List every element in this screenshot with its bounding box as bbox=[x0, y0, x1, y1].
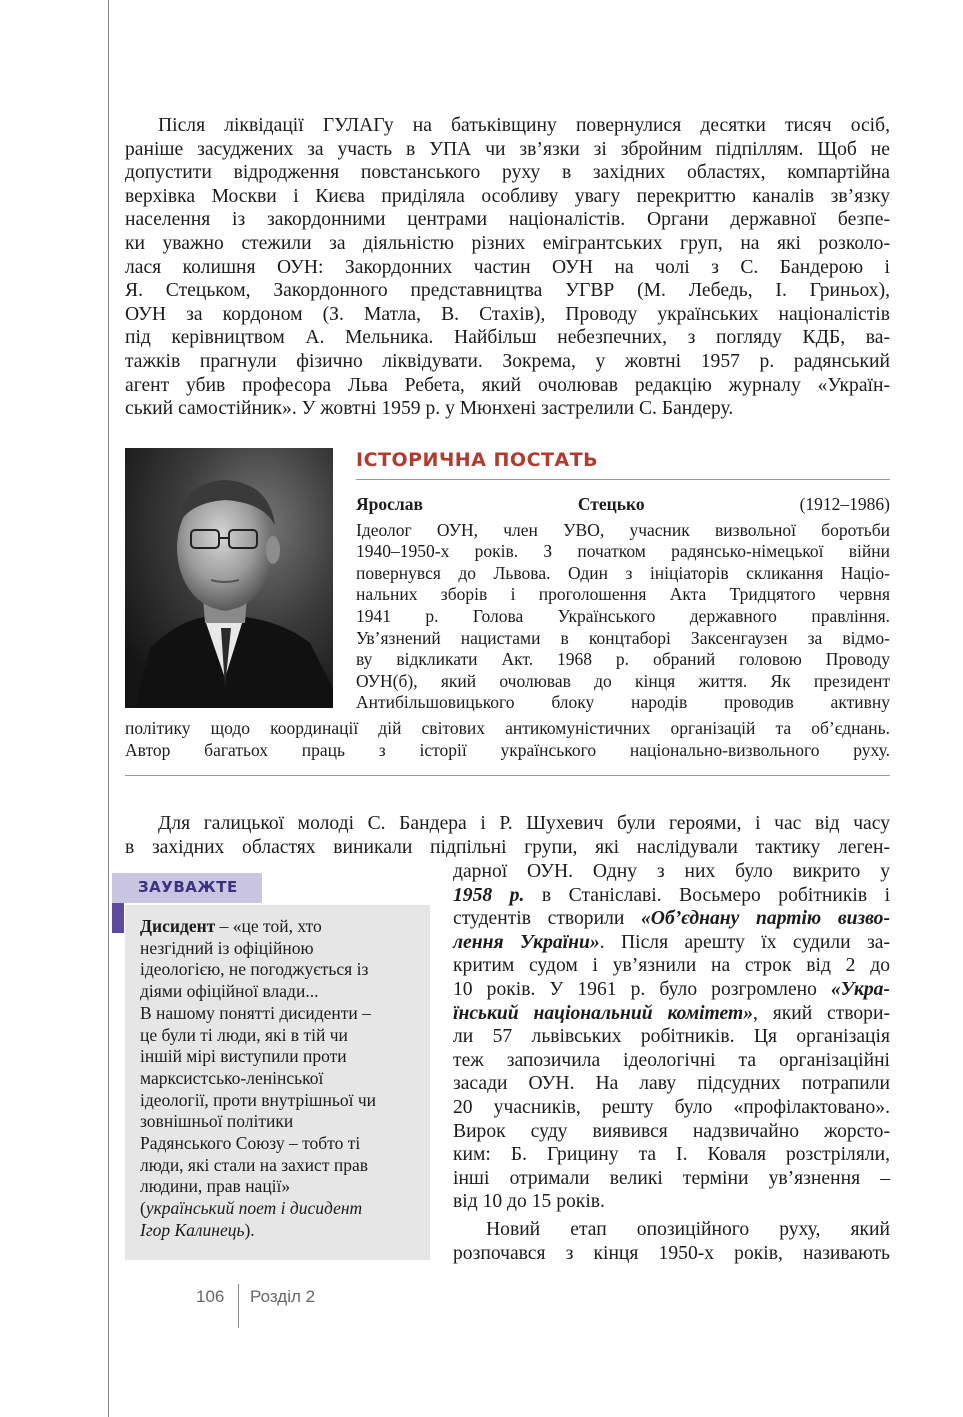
note-line: люди, які стали на захист прав bbox=[140, 1154, 368, 1175]
biography bbox=[356, 494, 890, 714]
text-line: інші отримали великі терміни ув’язнення – bbox=[453, 1167, 890, 1189]
text-fragment: студентів створили bbox=[453, 908, 641, 930]
note-tab-accent bbox=[112, 903, 124, 933]
text-line: ли 57 львівських робітників. Ця організація bbox=[453, 1026, 890, 1048]
page-margin-line bbox=[108, 0, 109, 1417]
text-line: Новий етап опозиційного руху, який bbox=[486, 1219, 890, 1240]
footer-section: Розділ 2 bbox=[250, 1287, 316, 1306]
text-line: ким: Б. Грицину та І. Коваля розстріляли, bbox=[453, 1144, 890, 1166]
text-line bbox=[453, 978, 890, 1002]
section-title: ІСТОРИЧНА ПОСТАТЬ bbox=[356, 449, 599, 471]
text-line: тажків прагнули фізично ліквідувати. Зокрема, у жовтні 1957 р. радянський bbox=[125, 350, 890, 372]
text-fragment: ). bbox=[244, 1219, 255, 1240]
biography-continued bbox=[125, 718, 890, 761]
text-line bbox=[453, 907, 890, 931]
note-line: Радянського Союзу – тобто ті bbox=[140, 1133, 361, 1154]
section-title-divider bbox=[356, 479, 890, 480]
note-line: В нашому понятті дисиденти – bbox=[140, 1002, 371, 1023]
emphasis-committee: їнський національний комітет» bbox=[453, 1002, 754, 1024]
note-line: людини, прав нації» bbox=[140, 1176, 291, 1197]
paragraph-youth-column bbox=[453, 860, 890, 1214]
text-fragment: , який створи- bbox=[753, 1002, 890, 1024]
text-fragment: . Після арешту їх судили за- bbox=[599, 931, 891, 953]
bio-line: Антибільшовицького блоку народів проводив активну bbox=[356, 692, 890, 713]
portrait-illustration bbox=[125, 448, 333, 708]
bio-line: повернувся до Львова. Один з ініціаторів скликання Націо- bbox=[356, 562, 890, 583]
text-line: ОУН за кордоном (З. Матла, В. Стахів), Проводу українських націоналістів bbox=[125, 303, 890, 325]
note-line: незгідний із офіційною bbox=[140, 937, 314, 958]
note-line: зовнішньої політики bbox=[140, 1111, 294, 1132]
text-fragment: – «це той, хто bbox=[215, 916, 322, 936]
bio-line: політику щодо координації дій світових антикомуністичних організацій та об’єднань. bbox=[125, 718, 890, 738]
paragraph-intro bbox=[125, 114, 890, 421]
text-line bbox=[453, 884, 890, 908]
person-name: Ярослав Стецько bbox=[356, 494, 645, 514]
note-line: діями офіційної влади... bbox=[140, 981, 319, 1002]
text-line: під керівництвом А. Мельника. Найбільш небезпечних, з погляду КДБ, ва- bbox=[125, 327, 890, 349]
note-line: ідеології, проти внутрішньої чи bbox=[140, 1089, 377, 1110]
text-line: Вирок суду виявився надзвичайно жорсто- bbox=[453, 1120, 890, 1142]
text-line: ки уважно стежили за діяльністю різних емігрантських груп, на які розколо- bbox=[125, 232, 890, 254]
text-fragment: ( bbox=[140, 1198, 146, 1219]
text-line: дарної ОУН. Одну з них було викрито у bbox=[453, 861, 890, 882]
text-line: ський самостійник». У жовтні 1959 р. у Мюнхені застрелили С. Бандеру. bbox=[125, 398, 734, 420]
note-line: іншій мірі виступили проти bbox=[140, 1046, 347, 1067]
text-line: Для галицької молоді С. Бандера і Р. Шухевич були героями, і час від часу bbox=[158, 813, 890, 834]
note-source-author: Ігор Калинець bbox=[140, 1219, 245, 1240]
text-line: агент убив професора Льва Ребета, який очолював редакцію журналу «Україн- bbox=[125, 374, 890, 396]
note-source bbox=[140, 1198, 376, 1220]
bio-line: Автор багатьох праць з історії українського національно-визвольного руху. bbox=[125, 739, 890, 760]
note-line bbox=[140, 916, 376, 938]
note-line: ідеологією, не погоджується із bbox=[140, 959, 369, 980]
person-heading bbox=[356, 494, 890, 516]
note-line: це були ті люди, які в тій чи bbox=[140, 1024, 348, 1045]
text-line: засади ОУН. На лаву підсудних потрапили bbox=[453, 1073, 890, 1095]
text-line: лася колишня ОУН: Закордонних частин ОУН на чолі з С. Бандерою і bbox=[125, 256, 890, 278]
biography-bottom-divider bbox=[125, 775, 890, 776]
paragraph-youth bbox=[125, 812, 890, 859]
text-line bbox=[453, 931, 890, 955]
note-term: Дисидент bbox=[140, 916, 216, 936]
text-fragment: 10 років. У 1961 р. було розгромлено bbox=[453, 978, 831, 1000]
bio-line: ОУН(б), який очолював до кінця життя. Як президент bbox=[356, 670, 890, 691]
text-line: Після ліквідації ГУЛАГу на батьківщину повернулися десятки тисяч осіб, bbox=[158, 115, 890, 136]
text-line: в західних областях виникали підпільні групи, які наслідували тактику леген- bbox=[125, 836, 890, 858]
text-line: від 10 до 15 років. bbox=[453, 1191, 605, 1213]
text-line: розпочався з кінця 1950-х років, називають bbox=[453, 1242, 890, 1264]
paragraph-new-stage bbox=[453, 1218, 890, 1265]
bio-line: 1940–1950-х років. З початком радянсько-німецької війни bbox=[356, 541, 890, 562]
text-line: раніше засуджених за участь в УПА чи зв’язки зі збройним підпіллям. Щоб не bbox=[125, 138, 890, 160]
text-line: верхівка Москви і Києва приділяла особливу увагу перекриттю каналів зв’язку bbox=[125, 185, 890, 207]
text-fragment: в Станіславі. Восьмеро робітників і bbox=[524, 884, 891, 906]
text-line: критим судом і ув’язнили на строк від 2 до bbox=[453, 955, 890, 977]
emphasis-committee: «Укра- bbox=[831, 978, 890, 1000]
bio-line: Ув’язнений нацистами в концтаборі Заксенгаузен за відмо- bbox=[356, 627, 890, 648]
bio-line: 1941 р. Голова Українського державного правління. bbox=[356, 605, 890, 626]
text-line: населення із закордонними центрами націоналістів. Органи державної безпе- bbox=[125, 209, 890, 231]
note-text bbox=[140, 916, 376, 1242]
emphasis-year: 1958 р. bbox=[453, 884, 525, 906]
text-line: 20 учасників, решту було «профілактовано». bbox=[453, 1096, 890, 1118]
note-source bbox=[140, 1220, 376, 1242]
bio-line: ву відкликати Акт. 1968 р. обраний головою Проводу bbox=[356, 649, 890, 670]
emphasis-party: «Об’єднану партію визво- bbox=[641, 908, 890, 930]
portrait-photo bbox=[125, 448, 333, 708]
text-line: теж запозичила ідеологічні та організаційні bbox=[453, 1049, 890, 1071]
note-source-author: український поет і дисидент bbox=[145, 1198, 363, 1219]
footer-separator bbox=[238, 1284, 239, 1328]
emphasis-party: лення України» bbox=[453, 931, 600, 953]
bio-line: нальних зборів і проголошення Акта Тридцятого червня bbox=[356, 584, 890, 605]
bio-line: Ідеолог ОУН, член УВО, учасник визвольної боротьби bbox=[356, 519, 890, 540]
text-line: Я. Стецьком, Закордонного представництва УГВР (М. Лебедь, І. Гриньох), bbox=[125, 280, 890, 302]
note-line: марксистсько-ленінської bbox=[140, 1067, 324, 1088]
person-years: (1912–1986) bbox=[799, 494, 890, 514]
text-line: допустити відродження повстанського руху в західних областях, компартійна bbox=[125, 162, 890, 184]
page-number: 106 bbox=[196, 1287, 225, 1306]
note-title: ЗАУВАЖТЕ bbox=[138, 878, 238, 896]
text-line bbox=[453, 1002, 890, 1026]
